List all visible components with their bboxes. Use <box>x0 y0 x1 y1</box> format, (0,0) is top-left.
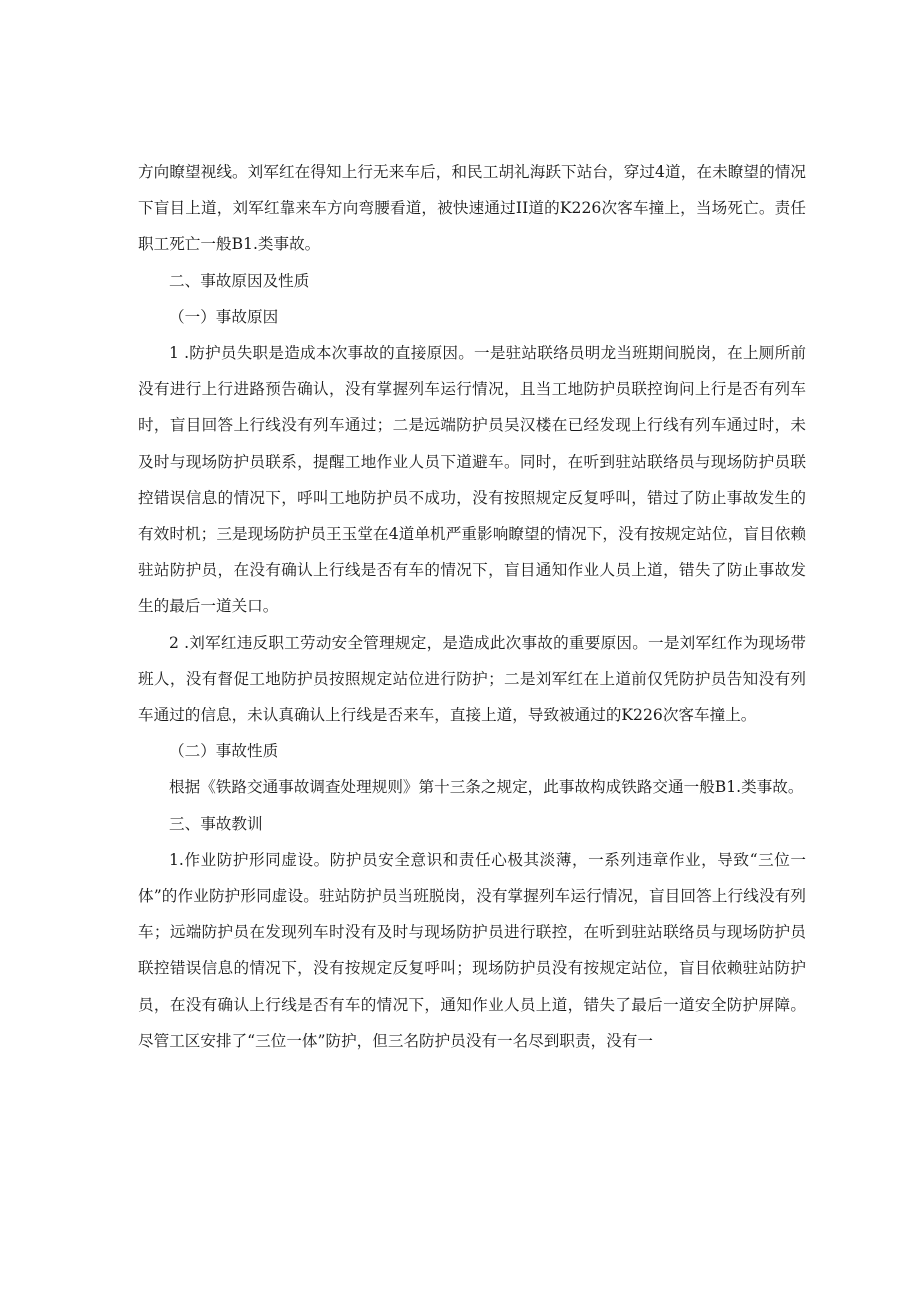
heading-cause-and-nature: 二、事故原因及性质 <box>169 271 310 290</box>
heading-lessons: 三、事故教训 <box>169 814 263 833</box>
paragraph-lesson-1: 1.作业防护形同虚设。防护员安全意识和责任心极其淡薄，一系列违章作业，导致“三位一体”的作业防护形同虚设。驻站防护员当班脱岗，没有掌握列车运行情况，盲目回答上行线没有列车；远端防护员在发现列车时没有及时与现场防护员进行联控，在听到驻站联络员与现场防护员联控错误信息的情况下，没有按规定反复呼叫；现场防护员没有按规定站位，盲目依赖驻站防护员，在没有确认上行线是否有车的情况下，通知作业人员上道，错失了最后一道安全防护屏障。尽管工区安排了“三位一体”防护，但三名防护员没有一名尽到职责，没有一 <box>138 850 806 1050</box>
paragraph-cause-1: 1 .防护员失职是造成本次事故的直接原因。一是驻站联络员明龙当班期间脱岗，在上厕所前没有进行上行进路预告确认，没有掌握列车运行情况，且当工地防护员联控询问上行是否有列车时，盲目回答上行线没有列车通过；二是远端防护员吴汉楼在已经发现上行线有列车通过时，未及时与现场防护员联系，提醒工地作业人员下道避车。同时，在听到驻站联络员与现场防护员联控错误信息的情况下，呼叫工地防护员不成功，没有按照规定反复呼叫，错过了防止事故发生的有效时机；三是现场防护员王玉堂在4道单机严重影响瞭望的情况下，没有按规定站位，盲目依赖驻站防护员，在没有确认上行线是否有车的情况下，盲目通知作业人员上道，错失了防止事故发生的最后一道关口。 <box>138 344 806 616</box>
subheading-accident-nature: （二）事故性质 <box>169 742 279 761</box>
paragraph-nature: 根据《铁路交通事故调查处理规则》第十三条之规定，此事故构成铁路交通一般B1.类事故。 <box>169 778 804 797</box>
paragraph-accident-continuation: 方向瞭望视线。刘军红在得知上行无来车后，和民工胡礼海跃下站台，穿过4道，在未瞭望的情况下盲目上道，刘军红靠来车方向弯腰看道，被快速通过II道的K226次客车撞上，当场死亡。责任职工死亡一般B1.类事故。 <box>138 163 806 254</box>
subheading-accident-cause: （一）事故原因 <box>169 307 279 326</box>
document-body <box>138 154 806 1059</box>
paragraph-cause-2: 2 .刘军红违反职工劳动安全管理规定，是造成此次事故的重要原因。一是刘军红作为现场带班人，没有督促工地防护员按照规定站位进行防护；二是刘军红在上道前仅凭防护员告知没有列车通过的信息，未认真确认上行线是否来车，直接上道，导致被通过的K226次客车撞上。 <box>138 633 806 725</box>
